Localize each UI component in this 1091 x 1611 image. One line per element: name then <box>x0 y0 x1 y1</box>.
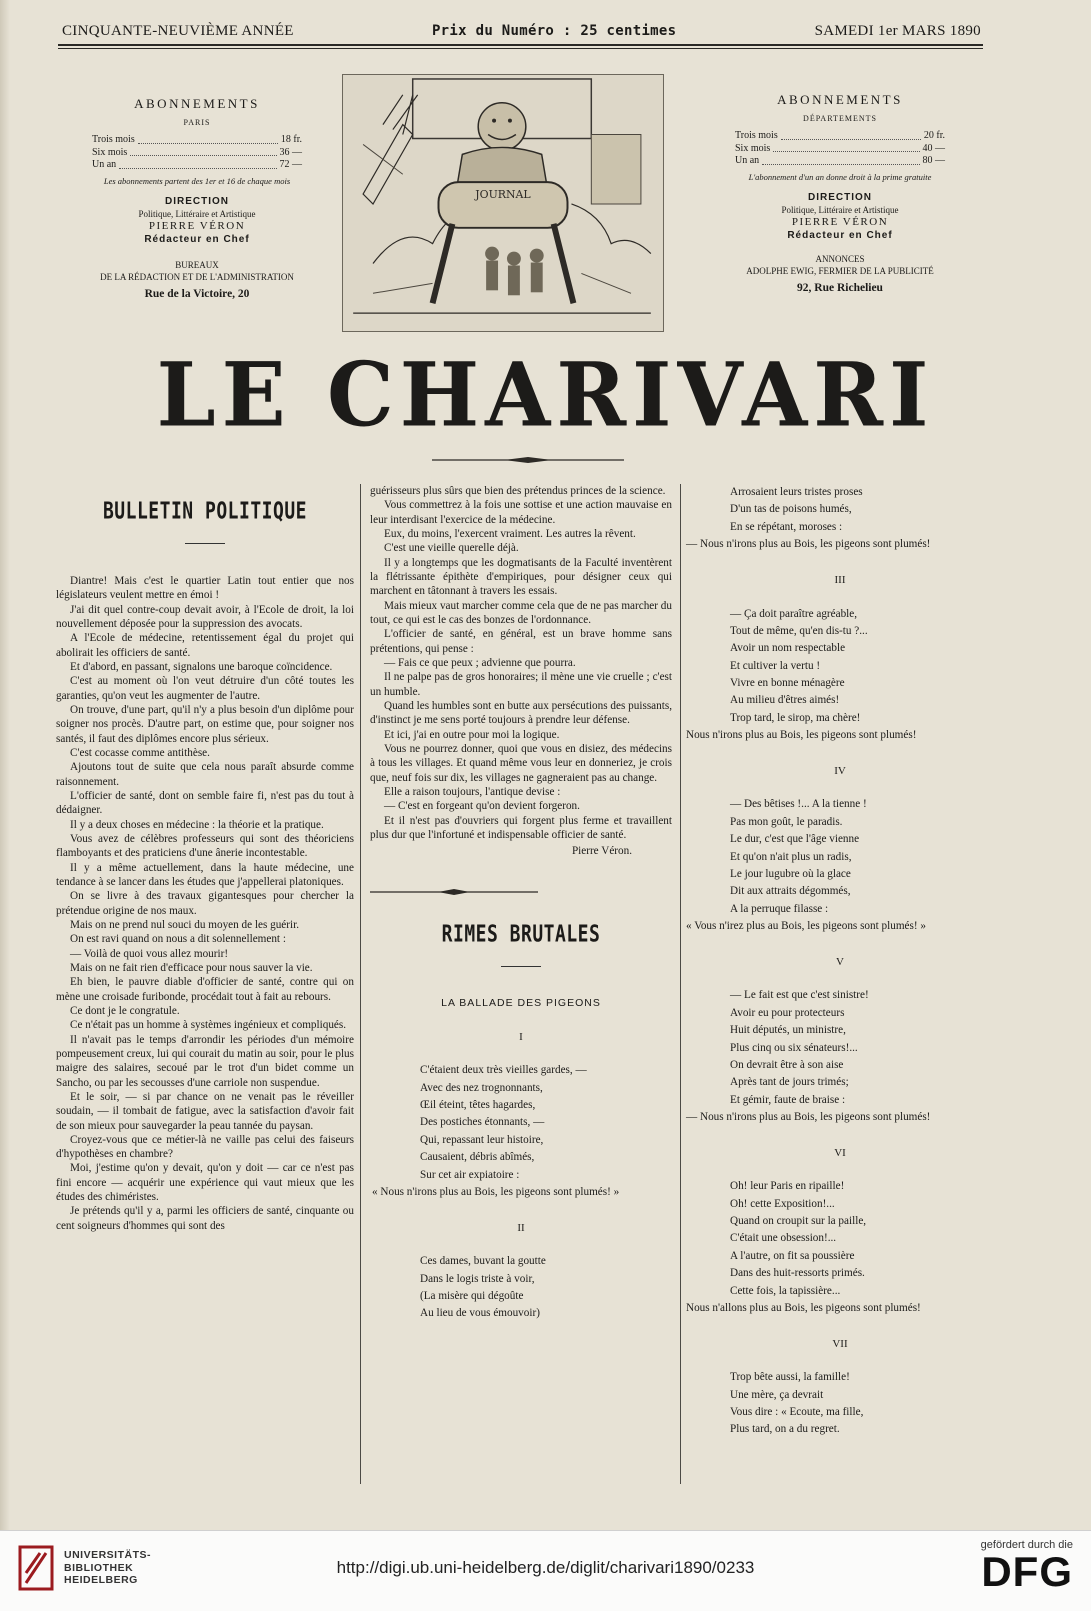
paragraph: L'officier de santé, dont on semble faire fi, n'est pas du tout à dédaigner. <box>56 789 354 817</box>
viewer-footer <box>0 1530 1091 1611</box>
paragraph: On trouve, d'une part, qu'il n'y a plus besoin d'un diplôme pour soigner nos procès. D'autre part, on estime que, pour soigner nos santés, il faut des diplômes encore plus sérieux. <box>56 703 354 745</box>
editor-role: Rédacteur en Chef <box>144 233 250 245</box>
column-middle <box>370 484 672 1323</box>
column-bulletin <box>56 497 354 1233</box>
paragraph: C'est au moment où l'on veut détruire d'un côté toutes les garanties, qu'on veut les augmenter de l'autre. <box>56 675 354 702</box>
stanza: C'étaient deux très vieilles gardes, — Avec des nez trognonnants, Œil éteint, têtes hagardes, Des postiches étonnants, — Qui, repassant leur histoire, Causaient, débris abîmés, Sur cet air expiatoire : « Nous n'irons plus au Bois, les pigeons sont plumés! » <box>372 1064 620 1198</box>
subscriptions-title: ABONNEMENTS <box>777 92 903 107</box>
masthead-line <box>62 18 981 44</box>
rate-row: Trois mois 20 fr. <box>735 130 945 142</box>
funding-label: gefördert durch die <box>980 1539 1073 1551</box>
rate-row: Un an 80 — <box>735 155 945 167</box>
subscriptions-departements <box>700 92 980 295</box>
library-name: UNIVERSITÄTS- BIBLIOTHEK HEIDELBERG <box>64 1549 152 1587</box>
paragraph: Diantre! Mais c'est le quartier Latin tout entier que nos législateurs veulent mettre en émoi ! <box>56 575 354 602</box>
direction-sub: Politique, Littéraire et Artistique <box>781 204 899 215</box>
paragraph: Mais mieux vaut marcher comme cela que de ne pas marcher du tout, ce qui est le cas des bonzes de l'ordonnance. <box>370 599 672 626</box>
paragraph: Et le soir, — si par chance on ne venait pas le réveiller soudain, — il tombait de fatigue, avec la satisfaction d'avoir fait de son mieux pour sauvegarder la peau tannée du paysan. <box>56 1090 354 1132</box>
paragraph: Quand les humbles sont en butte aux persécutions des puissants, d'instinct je me sens porté toujours à prendre leur défense. <box>370 699 672 727</box>
journal-label: JOURNAL <box>475 188 531 202</box>
paragraph: Eux, du moins, l'exercent vraiment. Les autres la rêvent. <box>384 527 636 540</box>
paragraph: Mais on ne fait rien d'efficace pour nous sauver la vie. <box>70 961 313 974</box>
paragraph: C'est une vieille querelle déjà. <box>384 542 519 555</box>
rate-row: Six mois 36 — <box>92 146 302 158</box>
section-ornament-icon <box>370 889 538 895</box>
paragraph: — C'est en forgeant qu'on devient forgeron. <box>384 800 580 813</box>
column-rule <box>680 484 681 1484</box>
paragraph: Vous avez de célèbres professeurs qui sont des théoriciens flamboyants et des praticiens d'une ânerie incontestable. <box>56 832 354 860</box>
column-rule <box>360 484 361 1484</box>
paragraph: On est ravi quand on nous a dit solennellement : <box>70 933 286 946</box>
editor-name: PIERRE VÉRON <box>148 220 246 233</box>
paragraph: L'officier de santé, en général, est un brave homme sans prétentions, qui pense : <box>370 628 672 655</box>
paragraph: Croyez-vous que ce métier-là ne vaille pas celui des faiseurs d'hypothèses en chambre? <box>56 1133 354 1161</box>
stanza-number: V <box>836 956 844 969</box>
stanza: Trop bête aussi, la famille! Une mère, ça devrait Vous dire : « Ecoute, ma fille, Plus tard, on a du regret. <box>730 1371 864 1436</box>
stanza: — Ça doit paraître agréable, Tout de même, qu'en dis-tu ?... Avoir un nom respectable Et cultiver la vertu ! Vivre en bonne ménagère Au milieu d'êtres aimés! Trop tard, le sirop, ma chère! Nous n'irons plus au Bois, les pigeons sont plumés! <box>686 607 917 742</box>
paragraph: A l'Ecole de médecine, retentissement égal du projet qui abolirait les officiers de santé. <box>56 632 354 659</box>
stanza-number: II <box>517 1222 525 1235</box>
jester-engraving-icon <box>343 75 663 331</box>
paragraph: — Voilà de quoi vous allez mourir! <box>70 947 229 960</box>
stanza: Oh! leur Paris en ripaille! Oh! cette Exposition!... Quand on croupit sur la paille, C'était une obsession!... A l'autre, on fit sa poussière Dans des huit-ressorts primés. Cette fois, la tapissière... Nous n'allons plus au Bois, les pigeons sont plumés! <box>686 1180 921 1314</box>
price-label: Prix du Numéro : 25 centimes <box>431 23 677 39</box>
dfg-wordmark: DFG <box>981 1548 1073 1595</box>
masthead-rule-thin <box>58 48 983 49</box>
paragraph: Je prétends qu'il y a, parmi les officiers de santé, cinquante ou cent soigneurs d'hommes qui sont des <box>56 1205 354 1232</box>
direction-label: DIRECTION <box>808 192 872 204</box>
masthead-illustration <box>342 74 664 332</box>
bureaux-label: BUREAUX <box>175 260 219 271</box>
direction-label: DIRECTION <box>165 196 229 208</box>
paragraph: Ce dont je le congratule. <box>70 1004 180 1017</box>
stanza: Arrosaient leurs tristes proses D'un tas de poisons humés, En se répétant, moroses : — Nous n'irons plus au Bois, les pigeons sont plumés! <box>686 486 931 551</box>
stanza-number: VI <box>834 1147 846 1160</box>
paragraph: Et ici, j'ai en outre pour moi la logique. <box>384 728 560 741</box>
stanza-number: IV <box>834 765 846 778</box>
subscriptions-note: L'abonnement d'un an donne droit à la prime gratuite <box>748 171 932 182</box>
paragraph: Ce n'était pas un homme à systèmes ingénieux et compliqués. <box>70 1019 347 1032</box>
paragraph: — Fais ce que peux ; advienne que pourra. <box>384 656 576 669</box>
stanza: — Le fait est que c'est sinistre! Avoir eu pour protecteurs Huit députés, un ministre, Plus cinq ou six sénateurs!... On devrait être à son aise Après tant de jours trimés; Et gémir, faute de braise : — Nous n'irons plus au Bois, les pigeons sont plumés! <box>686 989 931 1123</box>
paragraph: Il y a longtemps que les dogmatisants de la Faculté inventèrent la flétrissante épithète d'empiriques, pour désigner ceux qui marchent en tâtonnant à travers les essais. <box>370 556 672 598</box>
paragraph: Moi, j'estime qu'on y devait, qu'on y doit — car ce n'est pas fini encore — acquérir une expérience qui vaut mieux que les études des chiméristes. <box>56 1162 354 1204</box>
stanza-number: VII <box>832 1338 848 1351</box>
dfg-logo[interactable] <box>981 1539 1073 1593</box>
paragraph: Et il n'est pas d'ouvriers qui forgent plus ferme et travaillent plus dur que l'infortuné et indispensable officier de santé. <box>370 814 672 841</box>
subscriptions-region: PARIS <box>183 118 211 128</box>
paragraph: guérisseurs plus sûrs que bien des prétendus princes de la science. <box>370 485 666 497</box>
rate-row: Un an 72 — <box>92 159 302 171</box>
subscriptions-paris <box>52 96 342 301</box>
editor-role: Rédacteur en Chef <box>787 229 893 241</box>
subscriptions-title: ABONNEMENTS <box>134 96 260 111</box>
paragraph: Il y a deux choses en médecine : la théorie et la pratique. <box>70 818 324 831</box>
paragraph: Il n'avait pas le temps d'arrondir les périodes d'un mémoire pompeusement creux, lui qui courait du matin au soir, pour le plus maigre des salaires, secoué par le trot d'un bidet comme un Sancho, ou par les secousses d'une carriole non suspendue. <box>56 1033 354 1089</box>
subscriptions-note: Les abonnements partent des 1er et 16 de chaque mois <box>103 175 291 186</box>
stanza: Ces dames, buvant la goutte Dans le logis triste à voir, (La misère qui dégoûte Au lieu de vous émouvoir) <box>420 1255 546 1320</box>
paragraph: Mais on ne prend nul souci du moyen de les guérir. <box>70 918 299 931</box>
paragraph: Vous ne pourrez donner, quoi que vous en disiez, des médecins à tous les villages. Et quand même vous leur en donneriez, je crois que, neuf fois sur dix, les villages ne gagneraient pas au change. <box>370 742 672 784</box>
heading-rule <box>501 966 541 967</box>
paragraph: Vous commettrez à la fois une sottise et une action mauvaise en leur interdisant l'exercice de la médecine. <box>370 499 672 526</box>
paragraph: Ajoutons tout de suite que cela nous paraît absurde comme raisonnement. <box>56 761 354 788</box>
stanza-number: I <box>519 1031 523 1044</box>
page-binding-edge <box>0 0 10 1530</box>
stanza-number: III <box>834 574 846 587</box>
paragraph: Elle a raison toujours, l'antique devise : <box>384 785 561 798</box>
paragraph: Et d'abord, en passant, signalons une baroque coïncidence. <box>70 661 333 673</box>
rate-row: Trois mois 18 fr. <box>92 134 302 146</box>
paragraph: Eh bien, le pauvre diable d'officier de santé, contre qui on mène une croisade furibonde, procédait tout à fait au rebours. <box>56 976 354 1003</box>
paragraph: Il ne palpe pas de gros honoraires; il mène une vie cruelle ; c'est un humble. <box>370 671 672 698</box>
paragraph: C'est cocasse comme antithèse. <box>70 746 210 759</box>
permalink-url[interactable]: http://digi.ub.uni-heidelberg.de/diglit/charivari1890/0233 <box>336 1558 755 1577</box>
title-ornament-icon <box>432 457 624 463</box>
ads-address: 92, Rue Richelieu <box>797 281 883 294</box>
masthead-rule <box>58 44 983 46</box>
subscriptions-region: DÉPARTEMENTS <box>803 114 877 124</box>
author-signature: Pierre Véron. <box>571 845 632 858</box>
newspaper-title: LE CHARIVARI <box>156 342 935 447</box>
direction-sub: Politique, Littéraire et Artistique <box>138 208 256 219</box>
bureaux-sub: DE LA RÉDACTION ET DE L'ADMINISTRATION <box>100 271 294 282</box>
section-heading: BULLETIN POLITIQUE <box>102 497 308 526</box>
volume-label: CINQUANTE-NEUVIÈME ANNÉE <box>62 22 294 39</box>
column-poem <box>686 484 990 1439</box>
stanza: — Des bêtises !... A la tienne ! Pas mon goût, le paradis. Le dur, c'est que l'âge vienne Et qu'on n'ait plus un radis, Le jour lugubre où la glace Dit aux attraits dégommés, A la perruque filasse : « Vous n'irez plus au Bois, les pigeons sont plumés! » <box>686 798 926 932</box>
paragraph: Il y a même actuellement, dans la haute médecine, une tendance à se lancer dans les études que j'appellerai platoniques. <box>56 861 354 888</box>
poem-title: LA BALLADE DES PIGEONS <box>441 996 601 1009</box>
annonces-label: ANNONCES <box>815 254 865 265</box>
paragraph: On se livre à des travaux gigantesques pour chercher la prétendue origine de nos maux. <box>56 890 354 917</box>
annonces-sub: ADOLPHE EWIG, FERMIER DE LA PUBLICITÉ <box>746 265 934 276</box>
date-label: SAMEDI 1er MARS 1890 <box>814 22 981 39</box>
rate-row: Six mois 40 — <box>735 142 945 154</box>
paragraph: J'ai dit quel contre-coup devait avoir, à l'Ecole de droit, la loi nouvellement déposée pour la suppression des avocats. <box>56 603 354 631</box>
editor-name: PIERRE VÉRON <box>791 216 889 229</box>
section-heading: RIMES BRUTALES <box>441 920 601 949</box>
office-address: Rue de la Victoire, 20 <box>144 287 250 300</box>
